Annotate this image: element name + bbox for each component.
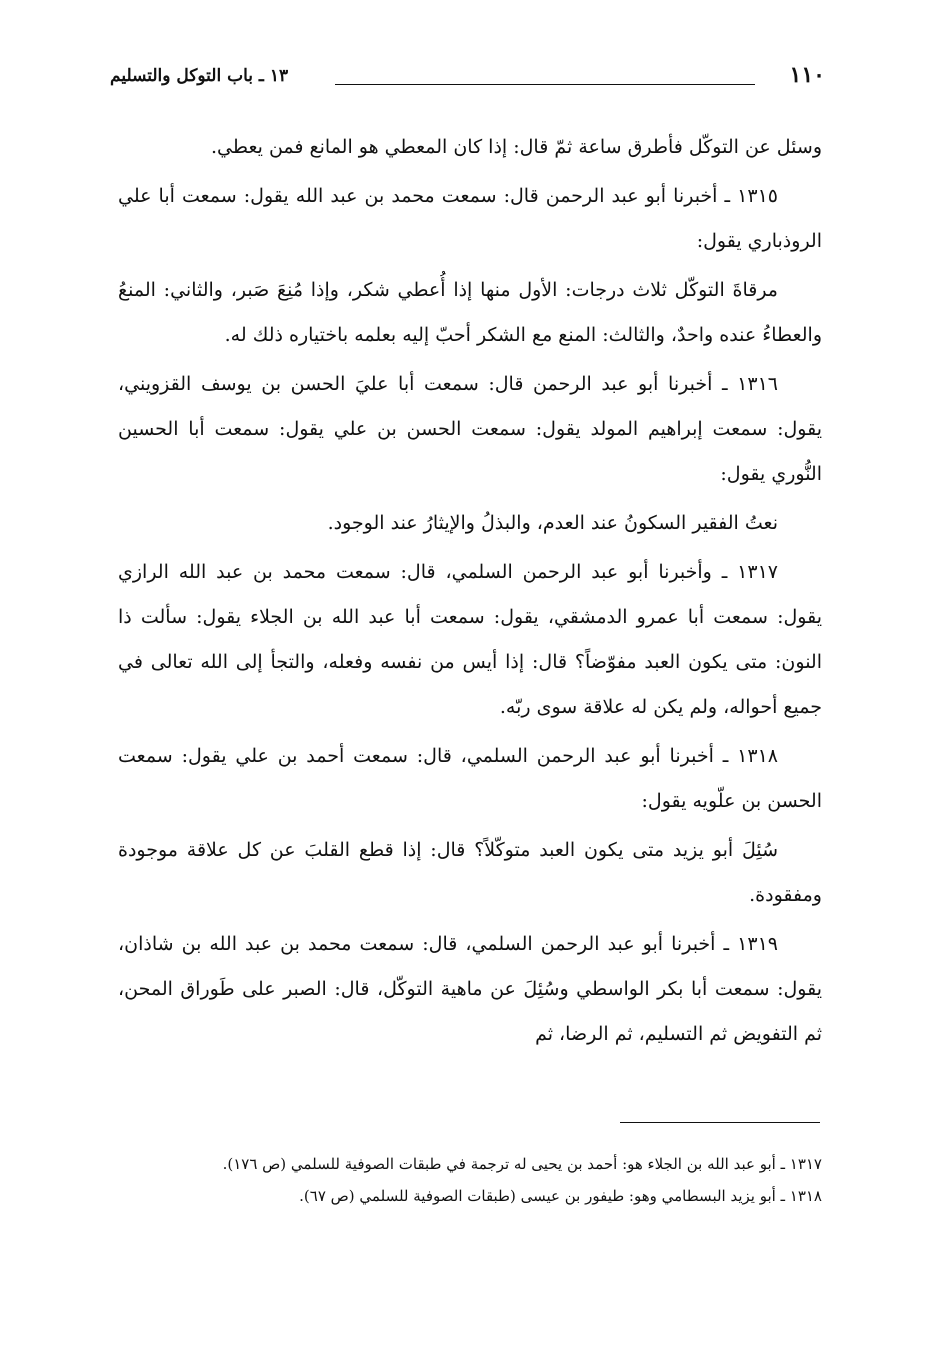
running-title: ١٣ ـ باب التوكل والتسليم [110, 66, 289, 86]
footnotes [118, 1150, 822, 1214]
header-rule [335, 84, 755, 85]
paragraph: نعتُ الفقير السكونُ عند العدم، والبذلُ والإيثارُ عند الوجود. [327, 512, 778, 534]
page-header [110, 62, 825, 102]
paragraph: مرقاةَ التوكّل ثلاث درجات: الأول منها إذا أُعطي شكر، وإذا مُنِعَ صَبر، والثاني: المنعُ والعطاءُ عنده واحدٌ، والثالث: المنع مع الشكر أحبّ إليه بعلمه باختياره ذلك له. [118, 279, 822, 346]
footnote: ١٣١٨ ـ أبو يزيد البسطامي وهو: طيفور بن عيسى (طبقات الصوفية للسلمي (ص ٦٧). [299, 1187, 822, 1205]
page-number: ١١٠ [789, 62, 825, 88]
main-text [118, 125, 822, 1061]
paragraph: وسئل عن التوكّل فأطرق ساعة ثمّ قال: إذا كان المعطي هو المانع فمن يعطي. [210, 136, 822, 158]
paragraph: ١٣١٩ ـ أخبرنا أبو عبد الرحمن السلمي، قال: سمعت محمد بن عبد الله بن شاذان، يقول: سمعت أبا بكر الواسطي وسُئِلَ عن ماهية التوكّل، قال: الصبر على طَوراق المحن، ثم التفويض ثم التسليم، ثم الرضا، ثم [118, 933, 822, 1045]
footnote-divider [620, 1122, 820, 1123]
footnote: ١٣١٧ ـ أبو عبد الله بن الجلاء هو: أحمد بن يحيى له ترجمة في طبقات الصوفية للسلمي (ص ١٧٦). [222, 1155, 822, 1173]
paragraph: ١٣١٨ ـ أخبرنا أبو عبد الرحمن السلمي، قال: سمعت أحمد بن علي يقول: سمعت الحسن بن علّويه يقول: [118, 745, 822, 812]
paragraph: ١٣١٥ ـ أخبرنا أبو عبد الرحمن قال: سمعت محمد بن عبد الله يقول: سمعت أبا علي الروذباري يقول: [118, 185, 822, 252]
paragraph: ١٣١٦ ـ أخبرنا أبو عبد الرحمن قال: سمعت أبا عليَ الحسن بن يوسف القزويني، يقول: سمعت إبراهيم المولد يقول: سمعت الحسن بن علي يقول: سمعت أبا الحسين النُّوري يقول: [118, 373, 822, 485]
paragraph: سُئِلَ أبو يزيد متى يكون العبد متوكّلاً؟ قال: إذا قطع القلبَ عن كل علاقة موجودة ومفقودة. [118, 839, 822, 906]
paragraph: ١٣١٧ ـ وأخبرنا أبو عبد الرحمن السلمي، قال: سمعت محمد بن عبد الله الرازي يقول: سمعت أبا عمرو الدمشقي، يقول: سمعت أبا عبد الله بن الجلاء يقول: سألت ذا النون: متى يكون العبد مفوّضاً؟ قال: إذا أيس من نفسه وفعله، والتجأ إلى الله تعالى في جميع أحواله، ولم يكن له علاقة سوى ربّه. [118, 561, 822, 718]
